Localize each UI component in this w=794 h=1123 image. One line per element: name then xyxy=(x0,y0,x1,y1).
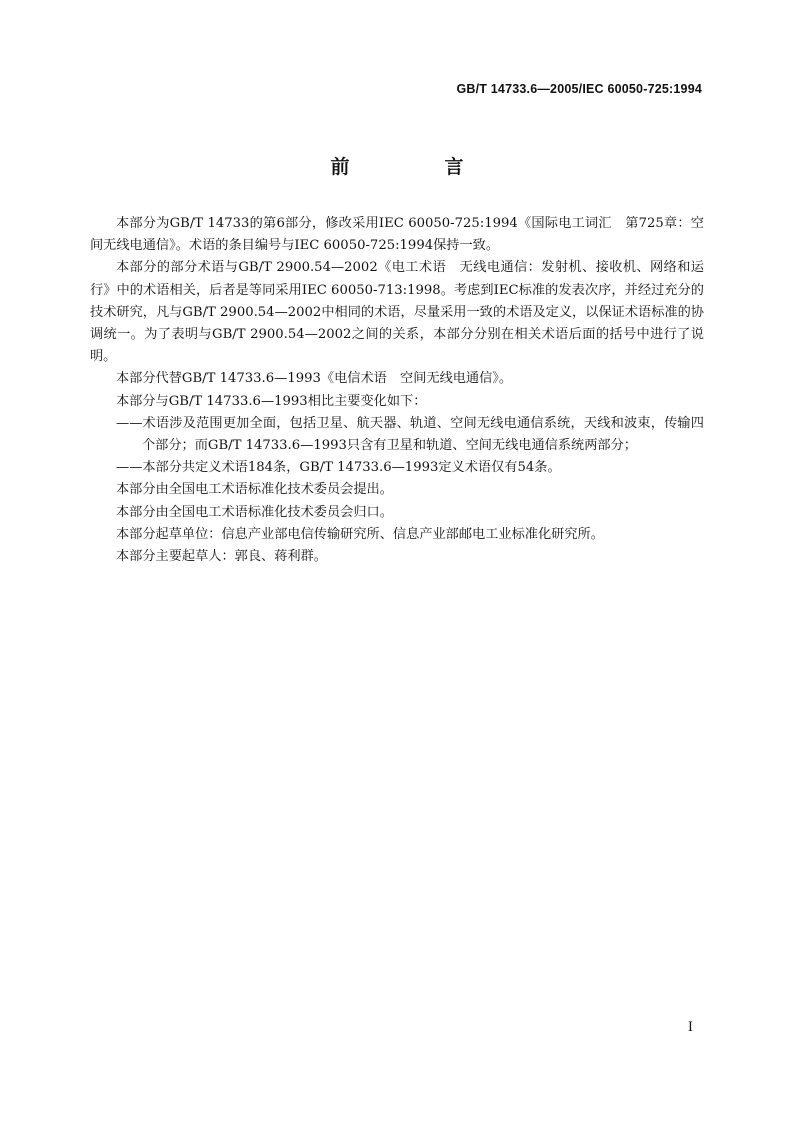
paragraph-proposed-by: 本部分由全国电工术语标准化技术委员会提出。 xyxy=(116,482,393,498)
page-number: I xyxy=(687,1020,693,1035)
paragraph-replaces: 本部分代替GB/T 14733.6—1993《电信术语 空间无线电通信》。 xyxy=(116,371,513,387)
standard-code: GB/T 14733.6—2005/IEC 60050-725:1994 xyxy=(456,82,702,96)
paragraph-drafting-units: 本部分起草单位：信息产业部电信传输研究所、信息产业部邮电工业标准化研究所。 xyxy=(116,526,604,542)
list-item: ——术语涉及范围更加全面，包括卫星、航天器、轨道、空间无线电通信系统，天线和波束，传输四个部分；而GB/T 14733.6—1993只含有卫星和轨道、空间无线电通信系统两部分； xyxy=(116,415,704,454)
paragraph-changes-intro: 本部分与GB/T 14733.6—1993相比主要变化如下： xyxy=(116,393,427,409)
page-title: 前 言 xyxy=(330,156,502,178)
paragraph-related-terms: 本部分的部分术语与GB/T 2900.54—2002《电工术语 无线电通信：发射机、接收机、网络和运行》中的术语相关，后者是等同采用IEC 60050-713:1998。考虑到IEC标准的发表次序，并经过充分的技术研究，凡与GB/T 2900.54—2002中相同的术语，尽量采用一致的术语及定义，以保证术语标准的协调统一。为了表明与GB/T 2900.54—2002之间的关系，本部分分别在相关术语后面的括号中进行了说明。 xyxy=(90,260,704,365)
list-item: ——本部分共定义术语184条，GB/T 14733.6—1993定义术语仅有54条。 xyxy=(116,460,561,476)
foreword-body xyxy=(90,213,704,568)
paragraph-managed-by: 本部分由全国电工术语标准化技术委员会归口。 xyxy=(116,504,393,520)
paragraph-drafters: 本部分主要起草人：郭良、蒋利群。 xyxy=(116,549,327,565)
paragraph-scope: 本部分为GB/T 14733的第6部分，修改采用IEC 60050-725:1994《国际电工词汇 第725章：空间无线电通信》。术语的条目编号与IEC 60050-725:1994保持一致。 xyxy=(90,216,704,254)
